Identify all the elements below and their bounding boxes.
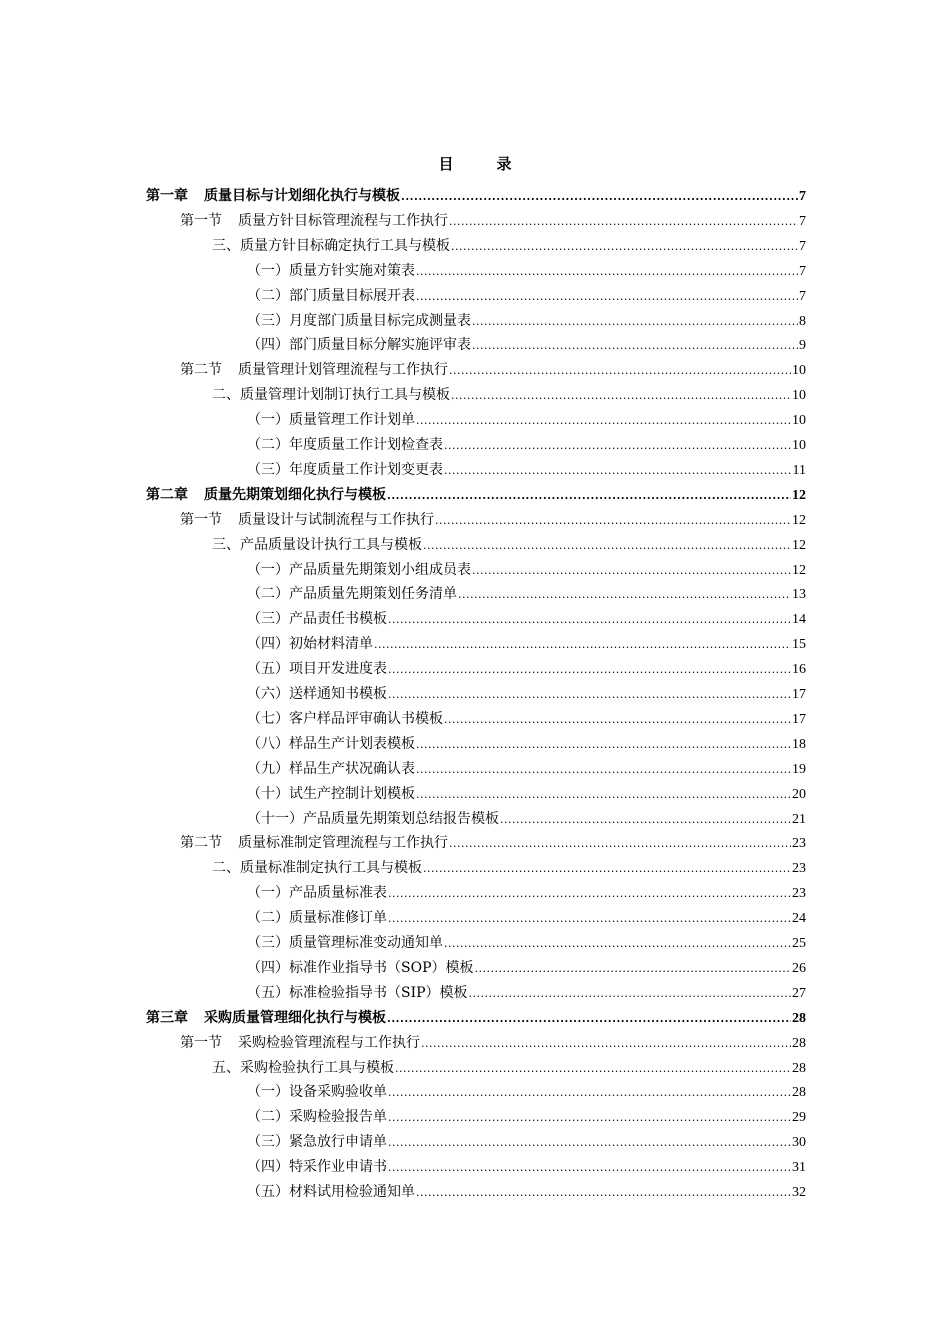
toc-entry[interactable] [212, 533, 806, 558]
toc-entry-text [247, 807, 499, 832]
toc-entry-title: 材料试用检验通知单 [289, 1184, 415, 1200]
toc-entry-page: 12 [792, 537, 806, 553]
toc-entry-title: 样品生产状况确认表 [289, 760, 415, 777]
toc-entry-text [247, 284, 415, 309]
toc-entry-text [180, 508, 434, 533]
toc-entry-title: 产品质量先期策划任务清单 [289, 586, 457, 603]
toc-entry[interactable] [247, 458, 806, 483]
toc-entry-text [247, 757, 415, 782]
toc-entry[interactable] [247, 607, 806, 632]
toc-entry-title: 产品质量先期策划小组成员表 [289, 561, 471, 578]
toc-entry-text [247, 408, 415, 433]
toc-entry-text [212, 234, 450, 259]
toc-entry-page: 28 [792, 1060, 806, 1076]
toc-entry-text [247, 682, 387, 707]
toc-entry-title: 质量标准制定管理流程与工作执行 [238, 835, 448, 852]
toc-dot-leader [388, 906, 791, 931]
toc-entry-page: 24 [792, 911, 806, 927]
toc-entry-number: 第一节 [180, 511, 222, 528]
toc-dot-leader [449, 831, 791, 856]
toc-dot-leader [423, 533, 791, 558]
toc-entry[interactable] [247, 1130, 806, 1155]
toc-entry[interactable] [146, 1006, 806, 1031]
toc-entry-text [247, 1155, 387, 1180]
toc-entry[interactable] [247, 1105, 806, 1130]
toc-entry-text [247, 657, 387, 682]
toc-entry-number: （三） [247, 1134, 289, 1151]
toc-entry[interactable] [247, 558, 806, 583]
toc-dot-leader [500, 807, 791, 832]
toc-entry-page: 7 [799, 288, 806, 304]
toc-entry[interactable] [247, 1080, 806, 1105]
toc-dot-leader [388, 682, 791, 707]
toc-entry-number: （七） [247, 710, 289, 727]
toc-entry-text [247, 582, 457, 607]
toc-entry[interactable] [247, 333, 806, 358]
toc-entry-text [247, 1130, 387, 1155]
toc-entry-page: 10 [792, 363, 806, 379]
toc-entry-title: 质量管理计划制订执行工具与模板 [240, 387, 450, 404]
toc-entry[interactable] [180, 209, 806, 234]
toc-entry-title: 质量标准修订单 [289, 910, 387, 927]
toc-entry[interactable] [180, 831, 806, 856]
toc-entry-title: 部门质量目标分解实施评审表 [289, 337, 471, 354]
toc-entry-title: 质量设计与试制流程与工作执行 [238, 511, 434, 528]
toc-entry-text [180, 1031, 420, 1056]
toc-entry-page: 30 [792, 1135, 806, 1151]
toc-entry-page: 28 [792, 1085, 806, 1101]
toc-entry-number: 五、 [212, 1059, 240, 1076]
toc-entry-title: 部门质量目标展开表 [289, 287, 415, 304]
toc-dot-leader [444, 707, 791, 732]
toc-entry-text [146, 1006, 386, 1031]
toc-entry-number: 三、 [212, 237, 240, 254]
toc-entry-text [212, 533, 422, 558]
toc-dot-leader [388, 1105, 791, 1130]
toc-entry-text [247, 333, 471, 358]
toc-entry[interactable] [247, 582, 806, 607]
toc-entry[interactable] [247, 782, 806, 807]
toc-entry[interactable] [247, 906, 806, 931]
toc-entry[interactable] [247, 981, 806, 1006]
toc-entry-title: 产品质量先期策划总结报告模板 [303, 810, 499, 827]
toc-entry-page: 23 [792, 836, 806, 852]
toc-entry-number: （三） [247, 312, 289, 329]
toc-dot-leader [388, 1130, 791, 1155]
toc-entry-number: （一） [247, 412, 289, 429]
toc-entry-title: 质量方针实施对策表 [289, 262, 415, 279]
toc-entry-page: 17 [792, 711, 806, 727]
toc-entry-text [247, 782, 415, 807]
toc-entry-number: （三） [247, 611, 289, 628]
toc-entry[interactable] [180, 1031, 806, 1056]
toc-dot-leader [387, 1006, 791, 1031]
toc-dot-leader [444, 433, 791, 458]
toc-entry-title: 采购检验报告单 [289, 1109, 387, 1126]
toc-entry-page: 16 [792, 662, 806, 678]
toc-entry-title: 质量方针目标确定执行工具与模板 [240, 237, 450, 254]
toc-entry-text [180, 209, 448, 234]
toc-entry-text [247, 956, 474, 981]
toc-entry-title: 质量管理计划管理流程与工作执行 [238, 362, 448, 379]
toc-entry[interactable] [247, 807, 806, 832]
toc-dot-leader [388, 607, 791, 632]
toc-entry-number: （二） [247, 437, 289, 453]
toc-dot-leader [435, 508, 791, 533]
toc-dot-leader [395, 1056, 791, 1081]
toc-entry-text [247, 309, 471, 334]
toc-dot-leader [475, 956, 792, 981]
toc-entry-page: 12 [792, 562, 806, 578]
toc-entry-number: （三） [247, 461, 289, 478]
toc-entry-text [247, 732, 415, 757]
toc-entry-number: （一） [247, 1084, 289, 1101]
toc-dot-leader [387, 483, 791, 508]
toc-entry[interactable] [212, 234, 806, 259]
toc-dot-leader [416, 408, 791, 433]
toc-entry-number: 第三章 [146, 1009, 188, 1026]
toc-entry-number: （九） [247, 760, 289, 777]
toc-entry-number: （十） [247, 785, 289, 802]
toc-entry-text [247, 458, 443, 483]
toc-entry[interactable] [247, 309, 806, 334]
toc-entry-page: 11 [792, 462, 806, 478]
toc-entry-page: 12 [792, 512, 806, 528]
toc-entry-text [247, 259, 415, 284]
toc-entry-number: （一） [247, 561, 289, 578]
toc-dot-leader [451, 383, 791, 408]
toc-entry-title: 年度质量工作计划变更表 [289, 461, 443, 478]
toc-entry-title: 质量先期策划细化执行与模板 [204, 486, 386, 503]
toc-entry-title: 初始材料清单 [289, 636, 373, 653]
toc-entry-page: 10 [792, 388, 806, 404]
toc-entry-page: 14 [792, 612, 806, 628]
toc-entry-text [247, 931, 443, 956]
toc-entry-number: 二、 [212, 387, 240, 404]
toc-dot-leader [416, 782, 791, 807]
toc-entry-number: （四） [247, 1159, 289, 1176]
toc-entry-page: 9 [799, 338, 806, 354]
toc-entry-title: 采购检验执行工具与模板 [240, 1059, 394, 1076]
toc-entry[interactable] [247, 707, 806, 732]
toc-dot-leader [416, 757, 791, 782]
toc-entry-number: （十一） [247, 810, 303, 827]
toc-entry[interactable] [247, 408, 806, 433]
toc-entry-text [212, 856, 422, 881]
toc-entry-page: 7 [799, 189, 806, 204]
toc-entry[interactable] [247, 732, 806, 757]
toc-entry-number: （二） [247, 910, 289, 927]
toc-entry[interactable] [146, 483, 806, 508]
toc-entry-number: 第二章 [146, 486, 188, 503]
toc-entry-number: （六） [247, 686, 289, 702]
toc-entry-text [247, 632, 373, 657]
toc-entry-number: （五） [247, 984, 289, 1001]
toc-entry-number: （二） [247, 287, 289, 304]
toc-entry-title: 质量管理标准变动通知单 [289, 935, 443, 951]
toc-dot-leader [416, 284, 798, 309]
toc-entry-page: 31 [792, 1160, 806, 1176]
toc-entry-title: 试生产控制计划模板 [289, 785, 415, 802]
toc-entry-page: 13 [792, 587, 806, 603]
toc-dot-leader [416, 259, 798, 284]
toc-dot-leader [388, 881, 791, 906]
toc-dot-leader [469, 981, 791, 1006]
toc-entry-title: 质量标准制定执行工具与模板 [240, 860, 422, 877]
toc-entry-page: 10 [792, 413, 806, 429]
toc-dot-leader [458, 582, 791, 607]
toc-entry-title: 产品质量设计执行工具与模板 [240, 536, 422, 553]
toc-entry-page: 7 [799, 263, 806, 279]
toc-dot-leader [449, 209, 798, 234]
toc-entry-text [212, 383, 450, 408]
toc-entry-number: （四） [247, 337, 289, 354]
toc-entry-text [180, 831, 448, 856]
toc-entry-title: 采购检验管理流程与工作执行 [238, 1034, 420, 1051]
toc-entry-number: 第一章 [146, 188, 188, 204]
toc-entry-title: 送样通知书模板 [289, 686, 387, 702]
toc-entry[interactable] [247, 757, 806, 782]
toc-entry-page: 28 [792, 1035, 806, 1051]
toc-entry-title: 项目开发进度表 [289, 661, 387, 678]
toc-entry-page: 20 [792, 786, 806, 802]
toc-entry-number: 第一节 [180, 212, 222, 229]
toc-entry-number: 三、 [212, 536, 240, 553]
toc-entry-title: 月度部门质量目标完成测量表 [289, 312, 471, 329]
toc-dot-leader [416, 1180, 791, 1205]
toc-entry-title: 采购质量管理细化执行与模板 [204, 1009, 386, 1026]
toc-entry-text [247, 1105, 387, 1130]
toc-entry-title: 样品生产计划表模板 [289, 735, 415, 752]
toc-entry-number: 第二节 [180, 362, 222, 379]
toc-entry-title: 特采作业申请书 [289, 1159, 387, 1176]
toc-entry-title: 产品责任书模板 [289, 611, 387, 628]
toc-entry-page: 26 [792, 960, 806, 976]
toc-dot-leader [444, 458, 792, 483]
toc-entry-title: 紧急放行申请单 [289, 1134, 387, 1151]
toc-entry-number: 二、 [212, 860, 240, 877]
toc-entry[interactable] [247, 931, 806, 956]
toc-entry-text [247, 981, 468, 1006]
toc-entry-text [247, 558, 471, 583]
toc-entry[interactable] [247, 284, 806, 309]
toc-entry[interactable] [247, 657, 806, 682]
toc-entry-page: 18 [792, 736, 806, 752]
toc-entry-page: 28 [792, 1010, 806, 1026]
toc-entry-page: 12 [792, 487, 806, 503]
toc-dot-leader [472, 309, 798, 334]
toc-entry-page: 23 [792, 886, 806, 902]
toc-entry-page: 32 [792, 1185, 806, 1200]
toc-entry-page: 10 [792, 438, 806, 453]
toc-entry-text [247, 881, 387, 906]
toc-entry-text [247, 707, 443, 732]
toc-entry-text [247, 1080, 387, 1105]
toc-entry[interactable] [247, 956, 806, 981]
toc-entry-page: 25 [792, 936, 806, 951]
toc-dot-leader [388, 657, 791, 682]
toc-entry-number: （三） [247, 935, 289, 951]
toc-entry-title: 客户样品评审确认书模板 [289, 710, 443, 727]
toc-dot-leader [401, 184, 798, 209]
toc-entry-number: （五） [247, 1184, 289, 1200]
toc-entry[interactable] [247, 1155, 806, 1180]
toc-entry[interactable] [146, 184, 806, 209]
toc-entry-title: 质量方针目标管理流程与工作执行 [238, 212, 448, 229]
toc-entry-number: （四） [247, 636, 289, 653]
toc-entry-text [212, 1056, 394, 1081]
toc-entry-text [247, 906, 387, 931]
toc-entry-title: 质量管理工作计划单 [289, 412, 415, 429]
toc-entry-title: 标准检验指导书（SIP）模板 [289, 984, 468, 1001]
toc-entry-page: 17 [792, 687, 806, 702]
toc-entry-text [247, 607, 387, 632]
toc-dot-leader [388, 1155, 791, 1180]
toc-entry-number: 第二节 [180, 835, 222, 852]
toc-entry-text [247, 1180, 415, 1205]
toc-entry-text [247, 433, 443, 458]
toc-entry[interactable] [180, 508, 806, 533]
toc-entry[interactable] [247, 259, 806, 284]
toc-entry-title: 年度质量工作计划检查表 [289, 437, 443, 453]
toc-entry-number: （一） [247, 885, 289, 902]
toc-entry[interactable] [212, 383, 806, 408]
toc-entry[interactable] [247, 632, 806, 657]
toc-dot-leader [416, 732, 791, 757]
toc-entry-title: 质量目标与计划细化执行与模板 [204, 188, 400, 204]
toc-entry-number: 第一节 [180, 1034, 222, 1051]
toc-entry-page: 8 [799, 313, 806, 329]
toc-dot-leader [444, 931, 791, 956]
toc-dot-leader [421, 1031, 791, 1056]
toc-entry-number: （一） [247, 262, 289, 279]
toc-entry-text [180, 358, 448, 383]
toc-entry-number: （二） [247, 1109, 289, 1126]
toc-entry-page: 19 [792, 761, 806, 777]
toc-entry-page: 21 [792, 811, 806, 827]
toc-dot-leader [449, 358, 791, 383]
toc-entry[interactable] [180, 358, 806, 383]
toc-dot-leader [423, 856, 791, 881]
toc-title: 目 录 [438, 155, 526, 173]
toc-entry[interactable] [212, 1056, 806, 1081]
toc-entry-text [146, 184, 400, 209]
toc-entry-page: 29 [792, 1110, 806, 1126]
toc-entry-page: 27 [792, 985, 806, 1001]
toc-entry-page: 7 [799, 213, 806, 229]
toc-dot-leader [472, 333, 798, 358]
toc-entry-page: 7 [799, 238, 806, 254]
toc-entry[interactable] [247, 682, 806, 707]
toc-dot-leader [388, 1080, 791, 1105]
toc-dot-leader [451, 234, 798, 259]
toc-entry-page: 15 [792, 637, 806, 653]
toc-entry-number: （八） [247, 735, 289, 752]
toc-entry[interactable] [247, 433, 806, 458]
toc-entry-title: 设备采购验收单 [289, 1084, 387, 1101]
toc-entry-number: （二） [247, 586, 289, 603]
toc-entry-page: 23 [792, 861, 806, 877]
toc-entry-text [146, 483, 386, 508]
toc-entry-number: （四） [247, 959, 289, 976]
toc-dot-leader [374, 632, 791, 657]
toc-entry[interactable] [247, 1180, 806, 1205]
toc-entry-title: 产品质量标准表 [289, 885, 387, 902]
toc-entry[interactable] [212, 856, 806, 881]
toc-entry-title: 标准作业指导书（SOP）模板 [289, 959, 474, 976]
toc-entry[interactable] [247, 881, 806, 906]
toc-entry-number: （五） [247, 661, 289, 678]
toc-dot-leader [472, 558, 791, 583]
